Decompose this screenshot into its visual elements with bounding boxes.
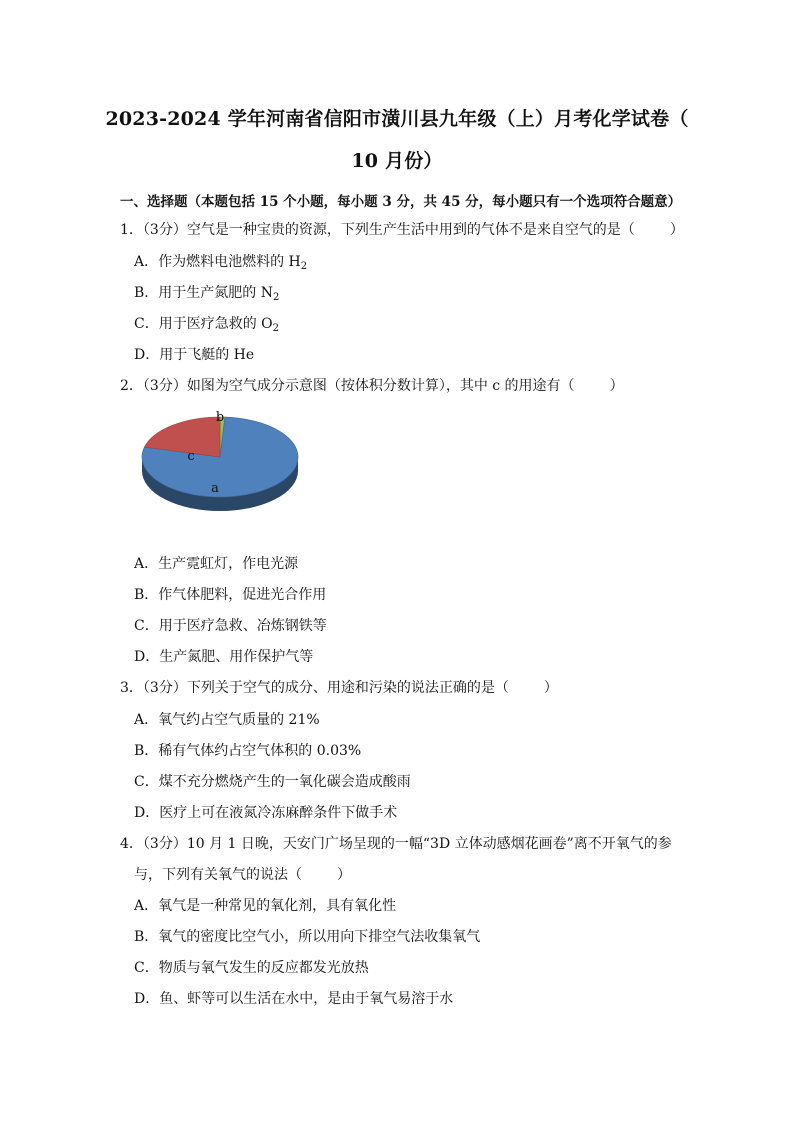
question-3-option-d[interactable]: D．医疗上可在液氮冷冻麻醉条件下做手术: [134, 805, 398, 821]
question-2-option-c[interactable]: C．用于医疗急救、冶炼钢铁等: [134, 618, 327, 634]
pie-group: [142, 417, 298, 511]
question-3-close: ）: [543, 680, 558, 696]
question-3: [120, 677, 558, 697]
question-2-stem: 2．（3分）如图为空气成分示意图（按体积分数计算），其中 c 的用途有（: [120, 378, 575, 394]
question-2-option-b[interactable]: B．作气体肥料，促进光合作用: [134, 587, 327, 603]
pie-label-c: c: [187, 449, 195, 464]
question-1-option-d[interactable]: D．用于飞艇的 He: [134, 347, 255, 363]
question-4-stem: 4．（3分）10 月 1 日晚，天安门广场呈现的一幅“3D 立体动感烟花画卷”离不开氧气的参: [120, 836, 672, 852]
question-2-close: ）: [609, 378, 624, 394]
pie-label-a: a: [211, 481, 219, 496]
question-4-line2: 与，下列有关氧气的说法（ ）: [134, 867, 351, 883]
question-2-option-d[interactable]: D．生产氮肥、用作保护气等: [134, 649, 314, 665]
question-1-stem: 1．（3分）空气是一种宝贵的资源，下列生产生活中用到的气体不是来自空气的是（: [120, 222, 635, 238]
question-4-option-d[interactable]: D．鱼、虾等可以生活在水中，是由于氧气易溶于水: [134, 991, 454, 1007]
question-3-stem: 3．（3分）下列关于空气的成分、用途和污染的说法正确的是（: [120, 680, 509, 696]
air-composition-pie-chart: [138, 402, 308, 542]
question-4-option-c[interactable]: C．物质与氧气发生的反应都发光放热: [134, 960, 369, 976]
question-2: [120, 375, 624, 395]
question-1-option-c[interactable]: C．用于医疗急救的 $O_2$: [134, 316, 280, 334]
pie-label-b: b: [215, 410, 225, 425]
question-1-close: ）: [669, 222, 684, 238]
question-3-option-a[interactable]: A．氧气约占空气质量的 21%: [134, 712, 320, 728]
exam-title-line1: 2023-2024 学年河南省信阳市潢川县九年级（上）月考化学试卷（: [105, 108, 689, 130]
question-4-option-b[interactable]: B．氧气的密度比空气小，所以用向下排空气法收集氧气: [134, 929, 481, 945]
question-4-option-a[interactable]: A．氧气是一种常见的氧化剂，具有氧化性: [134, 898, 397, 914]
question-3-option-c[interactable]: C．煤不充分燃烧产生的一氧化碳会造成酸雨: [134, 774, 411, 790]
question-1-option-b[interactable]: B．用于生产氮肥的 $N_2$: [134, 285, 280, 303]
question-4-close: ）: [337, 867, 351, 883]
exam-title-line2: 10 月份）: [351, 150, 443, 172]
section-heading: 一、选择题（本题包括 15 个小题，每小题 3 分，共 45 分，每小题只有一个选项符合题意）: [120, 194, 682, 210]
question-1-option-a[interactable]: A．作为燃料电池燃料的 $H_2$: [134, 254, 308, 272]
question-2-option-a[interactable]: A．生产霓虹灯，作电光源: [134, 556, 299, 572]
question-1: [120, 219, 684, 239]
question-4: [120, 833, 672, 853]
question-3-option-b[interactable]: B．稀有气体约占空气体积的 0.03%: [134, 743, 362, 759]
